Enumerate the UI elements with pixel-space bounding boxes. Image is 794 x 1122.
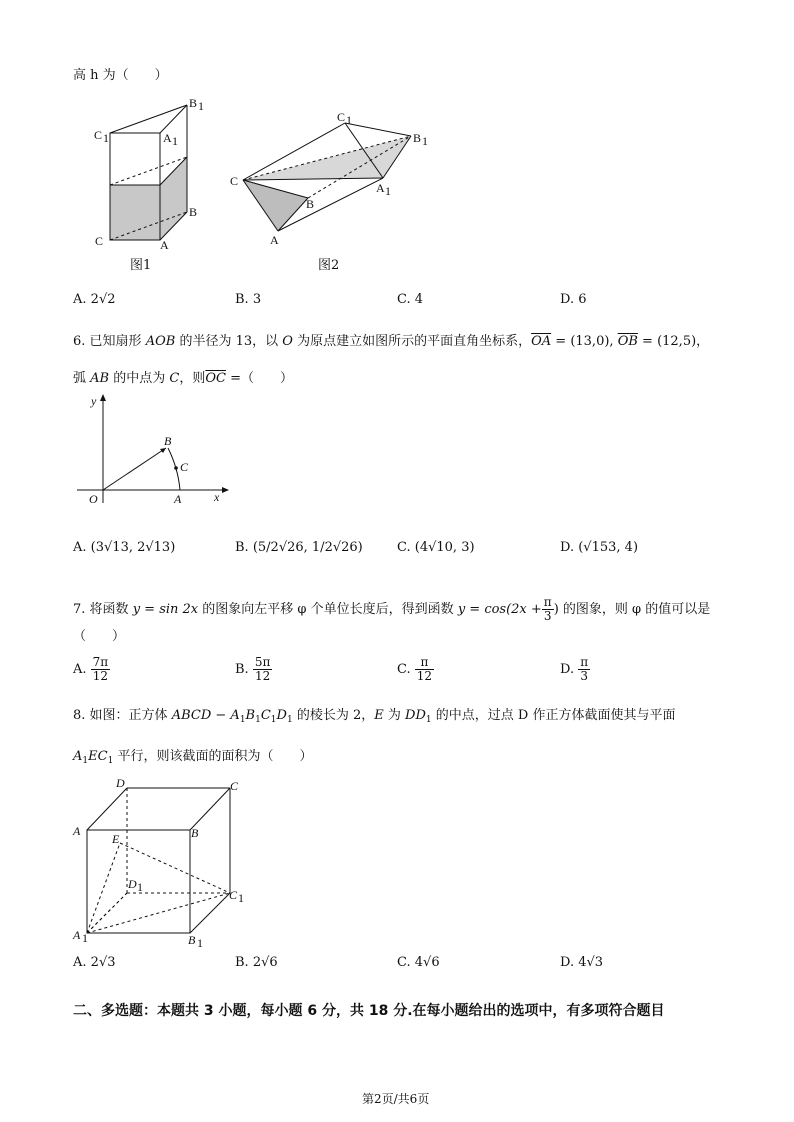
fig2-caption: 图2 [318,258,340,273]
fig1-label-c1: C [94,128,103,142]
svg-text:1: 1 [82,931,88,945]
fig2-label-b: B [306,197,315,211]
q8-cube-figure [70,775,250,950]
section-2-heading: 二、多选题：本题共 3 小题，每小题 6 分，共 18 分.在每小题给出的选项中，有多项符合题目 [73,1003,665,1019]
q5-option-c[interactable]: C. 4 [397,292,424,307]
svg-text:1: 1 [422,134,428,148]
q7-stem: 7. 将函数 y = sin 2x 的图象向左平移 φ 个单位长度后，得到函数 y = cos(2x + $\frac{\pi}{3}$ ) 的图象，则 φ 的值可以是 [73,595,711,623]
fig2-label-b1: B [413,131,422,145]
q5-stem: 高 h 为（ ） [73,68,168,83]
fig2-label-c1: C [337,110,346,124]
q8-label-b: B [191,826,199,840]
q7-option-d[interactable]: D. $\frac{\pi}{3}$ [560,655,589,683]
svg-text:1: 1 [172,134,178,148]
q6-option-b[interactable]: B. (5/2√26, 1/2√26) [235,540,363,555]
q6-point-a: A [174,492,182,506]
q7-option-c[interactable]: C. $\frac{\pi}{12}$ [397,655,433,683]
q6-point-o: O [89,492,98,506]
fig2-label-c: C [230,174,239,188]
q7-paren: （ ） [73,629,126,644]
fig2-label-a: A [270,233,279,247]
q5-option-b[interactable]: B. 3 [235,292,262,307]
svg-text:1: 1 [137,880,143,894]
fig1-caption: 图1 [130,258,152,273]
q8-label-a1: A [73,928,81,942]
q6-stem-line2: 弧 AB 的中点为 C，则$\overline{OC}$ =（ ） [73,371,294,386]
q5-figure-2 [228,108,438,247]
q5-option-d[interactable]: D. 6 [560,292,587,307]
svg-text:1: 1 [385,184,391,198]
page-footer: 第2页/共6页 [362,1092,430,1106]
fig1-label-c: C [95,234,104,248]
q5-option-a[interactable]: A. 2√2 [73,292,116,307]
fig2-label-a1: A [376,181,385,195]
q8-label-d1: D [128,877,137,891]
svg-text:1: 1 [238,891,244,905]
q8-label-b1: B [188,933,196,947]
q5-figure-1 [90,95,220,260]
q6-axis-y: y [91,394,97,408]
q8-label-a: A [73,824,81,838]
fig1-label-b1: B [189,96,198,110]
q6-option-c[interactable]: C. (4√10, 3) [397,540,475,555]
fig1-label-b: B [189,205,198,219]
q6-option-d[interactable]: D. (√153, 4) [560,540,639,555]
q6-option-a[interactable]: A. (3√13, 2√13) [73,540,176,555]
q6-point-c: C [180,460,189,474]
q8-option-b[interactable]: B. 2√6 [235,955,278,970]
fig1-label-a1: A [163,131,172,145]
q8-label-c: C [230,779,239,793]
q8-label-c1: C [229,888,238,902]
q7-option-b[interactable]: B. $\frac{5\pi}{12}$ [235,655,271,683]
svg-text:1: 1 [198,99,204,113]
q6-coordinate-figure [72,393,232,508]
q8-stem-line1: 8. 如图：正方体 ABCD − $A_1B_1C_1D_1$ 的棱长为 2，E 为 $DD_1$ 的中点，过点 D 作正方体截面使其与平面 [73,708,676,725]
q6-axis-x: x [214,490,220,504]
q8-label-d: D [116,776,125,790]
q6-stem-line1: 6. 已知扇形 AOB 的半径为 13，以 O 为原点建立如图所示的平面直角坐标系，$\overline{OA} = (13,0)$, $\overline{OB} = (12,5)$， [73,334,710,349]
q8-stem-line2: $A_1EC_1$ 平行，则该截面的面积为（ ） [73,749,313,766]
fig1-label-a: A [160,238,169,252]
q8-option-a[interactable]: A. 2√3 [73,955,116,970]
svg-text:1: 1 [346,113,352,127]
q7-option-a[interactable]: A. $\frac{7\pi}{12}$ [73,655,109,683]
q8-option-c[interactable]: C. 4√6 [397,955,440,970]
q8-label-e: E [112,832,120,846]
q8-option-d[interactable]: D. 4√3 [560,955,604,970]
svg-text:1: 1 [103,131,109,145]
q6-point-b: B [164,434,172,448]
svg-text:1: 1 [197,936,203,950]
